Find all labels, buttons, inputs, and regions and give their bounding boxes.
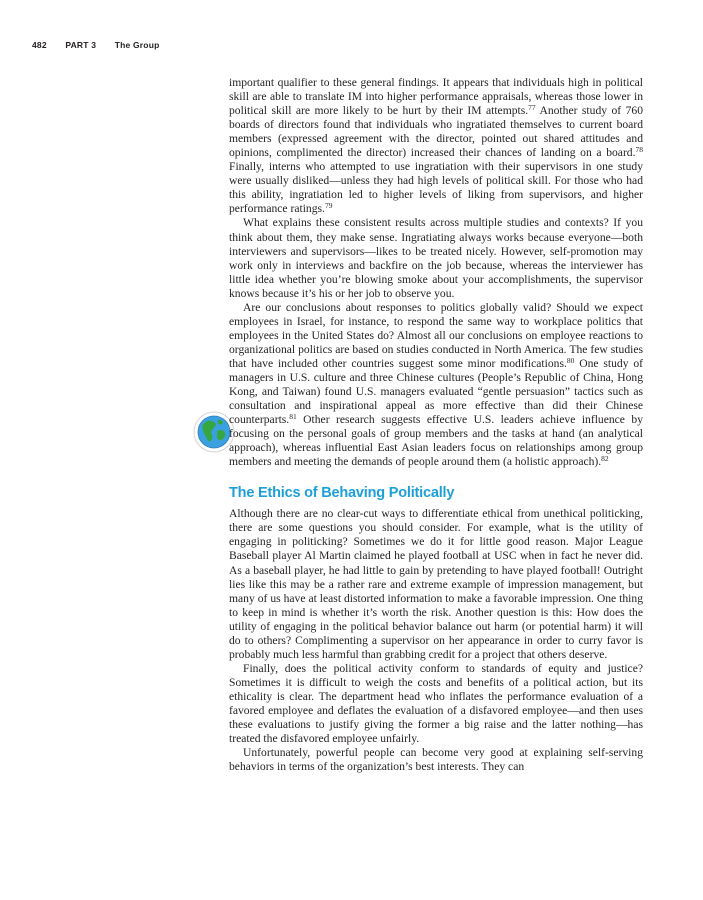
paragraph-3: Are our conclusions about responses to politics globally valid? Should we expect employees in Israel, for instance, to respond the same way to workplace politics that employees in the United States do? Almost all our conclusions on employee reactions to organizational politics are based on studies conducted in North America. The few studies that have included other countries suggest some minor modifications.$^{80}$ One study of managers in U.S. culture and three Chinese cultures (People’s Republic of China, Hong Kong, and Taiwan) found U.S. managers evaluated “gentle persuasion” tactics such as consultation and inspirational appeal as more effective than did their Chinese counterparts.$^{81}$ Other research suggests effective U.S. leaders achieve influence by focusing on the personal goals of group members and the tasks at hand (an analytical approach), whereas influential East Asian leaders focus on relationships among group members and meeting the demands of people around them (a holistic approach).$^{82}$	[229, 300, 643, 469]
section-heading: The Ethics of Behaving Politically	[229, 485, 455, 502]
footnote-ref: 79	[324, 201, 333, 211]
footnote-ref: 80	[566, 355, 575, 365]
paragraph-5: Finally, does the political activity conform to standards of equity and justice? Sometimes it is difficult to weigh the costs and benefits of a political action, but its ethicality is clear. The department head who inflates the performance evaluation of a favored employee and deflates the evaluation of a disfavored employee—and then uses these evaluations to justify giving the former a big raise and the latter nothing—has treated the disfavored employee unfairly.	[229, 661, 643, 746]
paragraph-1: important qualifier to these general findings. It appears that individuals high in political skill are able to translate IM into higher performance appraisals, whereas those lower in political skill are more likely to be hurt by their IM attempts.$^{77}$ Another study of 760 boards of directors found that individuals who ingratiated themselves to current board members (expressed agreement with the director, pointed out shared attitudes and opinions, complimented the director) increased their chances of landing on a board.$^{78}$ Finally, interns who attempted to use ingratiation with their supervisors in one study were usually disliked—unless they had high levels of political skill. For those who had this ability, ingratiation led to higher levels of liking from supervisors, and higher performance ratings.$^{79}$	[229, 76, 643, 216]
paragraph-4: Although there are no clear-cut ways to differentiate ethical from unethical politicking, there are some questions you should consider. For example, what is the utility of engaging in politicking? Sometimes we do it for little good reason. Major League Baseball player Al Martin claimed he played football at USC when in fact he never did. As a baseball player, he had little to gain by pretending to have played football! Outright lies like this may be a rather rare and extreme example of impression management, but many of us have at least distorted information to make a favorable impression. One thing to keep in mind is whether it’s worth the risk. Another question is this: How does the utility of engaging in the political behavior balance out harm (or potential harm) it will do to others? Complimenting a supervisor on her appearance in order to curry favor is probably much less harmful than grabbing credit for a project that others deserve.	[229, 507, 643, 661]
footnote-ref: 78	[635, 145, 643, 155]
paragraph-2: What explains these consistent results across multiple studies and contexts? If you think about them, they make sense. Ingratiating always works because everyone—both interviewers and supervisors—likes to be treated nicely. However, self-promotion may work only in interviews and backfire on the job because, whereas the interviewer has little idea whether you’re blowing smoke about your accomplishments, the supervisor knows because it’s his or her job to observe you.	[229, 216, 643, 300]
footnote-ref: 82	[601, 454, 609, 464]
part-title: The Group	[114, 40, 160, 50]
main-text-column	[229, 76, 643, 774]
running-head	[32, 40, 176, 50]
page-number: 482	[32, 40, 47, 50]
paragraph-6: Unfortunately, powerful people can become very good at explaining self-serving behaviors in terms of the organization’s best interests. They can	[229, 746, 643, 774]
footnote-ref: 81	[289, 412, 297, 422]
footnote-ref: 77	[528, 103, 536, 113]
part-label: PART 3	[65, 40, 97, 50]
